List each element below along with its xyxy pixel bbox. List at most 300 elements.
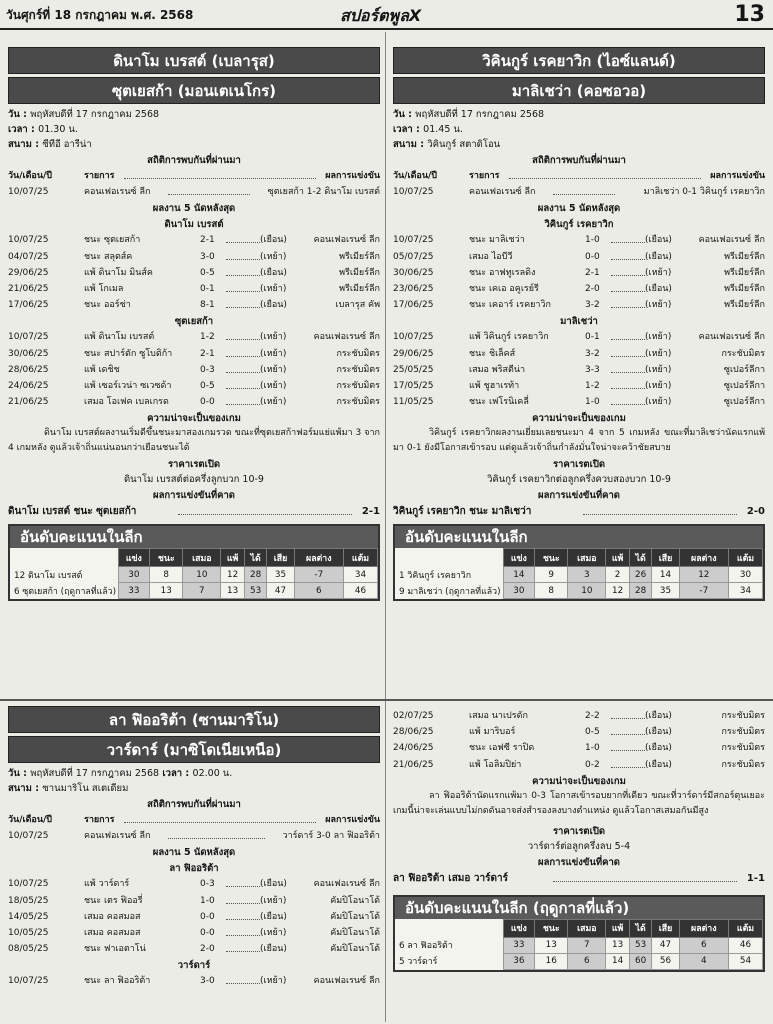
table-col-header: แข่ง (503, 549, 535, 567)
form-score: 0-0 (200, 397, 215, 408)
team1-form-list (8, 876, 380, 957)
table-col-header: แพ้ (606, 919, 629, 937)
form-row (393, 249, 765, 265)
odds-text: ดินาโม เบรสต์ต่อครึ่งลูกบวก 10-9 (124, 474, 264, 486)
form-date: 28/06/25 (8, 364, 49, 375)
table-col-header: เสมอ (568, 549, 606, 567)
team2-form-title: ซุตเยสก้า (174, 316, 214, 328)
form-opponent: เสมอ พริสตีน่า (469, 364, 526, 375)
table-cell: 10 (568, 583, 606, 599)
form-venue: (เยือน) (260, 300, 287, 311)
team2-form-list (8, 973, 380, 989)
table-col-header: เสมอ (183, 549, 221, 567)
form-date: 24/06/25 (8, 380, 49, 391)
form-score: 1-0 (585, 235, 600, 246)
form-opponent: เสมอ โอเฟค เบลเกรด (84, 397, 169, 408)
form-score: 3-0 (200, 251, 215, 262)
form-score: 3-2 (585, 348, 600, 359)
predicted-score: 1-1 (746, 872, 765, 884)
table-cell: 28 (244, 567, 267, 583)
match-venue: สนาม : ซีทีอี อารีน่า (8, 139, 92, 150)
table-col-header: ได้ (629, 549, 652, 567)
team1-form-title: ดินาโม เบรสต์ (164, 219, 224, 231)
table-cell: 2 (606, 567, 629, 583)
form-row (8, 362, 380, 378)
team2-form-list (8, 329, 380, 410)
form-date: 21/06/25 (393, 759, 434, 770)
last5-title: ผลงาน 5 นัดหลังสุด (152, 203, 236, 215)
form-row (8, 394, 380, 410)
h2h-header: วัน/เดือน/ปี รายการ ผลการแข่งขัน (8, 815, 380, 825)
form-competition: กระชับมิตร (721, 727, 765, 738)
form-venue: (เหย้า) (645, 332, 672, 343)
form-row (393, 708, 765, 724)
table-cell: 33 (118, 583, 150, 599)
form-date: 23/06/25 (393, 283, 434, 294)
table-cell: 16 (535, 953, 568, 969)
form-opponent: ชนะ เตร ฟิออรี่ (84, 895, 143, 906)
home-team-banner: ลา ฟิออริต้า (ซานมาริโน) (8, 706, 380, 733)
form-score: 0-5 (585, 727, 600, 738)
table-cell: 12 (606, 583, 629, 599)
masthead-logo: สปอร์ตพูลX (340, 6, 422, 25)
table-team: 12 ดินาโม เบรสต์ (14, 570, 83, 581)
table-col-header: แพ้ (221, 549, 244, 567)
odds-title: ราคาเรตเปิด (167, 459, 221, 471)
league-table: อันดับคะแนนในลีก (ฤดูกาลที่แล้ว) แข่ง ชนะ เสมอ แพ้ ได้ เสีย ผลต่าง แต้ม 6 ลา ฟิออริต้า 33 13 7 13 53 47 6 46 5 วาร์ดาร์ 36 16 6 14 60 56 4 54 (393, 895, 765, 972)
match-time: เวลา : 01.45 น. (393, 124, 463, 135)
form-row (393, 378, 765, 394)
form-score: 0-0 (200, 927, 215, 938)
form-venue: (เหย้า) (260, 283, 287, 294)
prediction-title: ผลการแข่งขันที่คาด (538, 856, 620, 868)
form-opponent: แพ้ ชูฮาเรท้า (469, 380, 520, 391)
form-opponent: ชนะ สปาร์ตัก ซูโบติก้า (84, 348, 173, 359)
form-score: 0-1 (200, 283, 215, 294)
table-cell: 30 (729, 567, 763, 583)
form-opponent: แพ้ วิคินกูร์ เรคยาวิก (469, 332, 549, 343)
form-opponent: ชนะ เฟโรนิเคลี่ (469, 397, 529, 408)
form-opponent: ชนะ เคเอ อคูเรย์รี (469, 283, 539, 294)
form-score: 0-0 (585, 251, 600, 262)
table-col-header: ผลต่าง (294, 549, 343, 567)
form-score: 2-1 (585, 267, 600, 278)
match-day-time: วัน : พฤหัสบดีที่ 17 กรกฎาคม 2568 เวลา : 02.00 น. (8, 768, 233, 779)
table-cell: 60 (629, 953, 652, 969)
table-row (10, 583, 378, 599)
team1-form-list (393, 232, 765, 313)
form-row (8, 297, 380, 313)
table-row (395, 953, 763, 969)
table-cell: 36 (503, 953, 535, 969)
chance-title: ความน่าจะเป็นของเกม (532, 775, 626, 787)
table-cell: 33 (503, 937, 535, 953)
table-cell: 46 (729, 937, 763, 953)
form-row (8, 941, 380, 957)
form-score: 1-0 (200, 895, 215, 906)
form-row (393, 329, 765, 345)
form-competition: พรีเมียร์ลีก (339, 251, 380, 262)
form-date: 10/07/25 (393, 235, 434, 246)
form-venue: (เหย้า) (260, 348, 287, 359)
form-venue: (เยือน) (645, 251, 672, 262)
table-cell: 30 (503, 583, 535, 599)
form-date: 25/05/25 (393, 364, 434, 375)
table-cell: 47 (267, 583, 294, 599)
form-competition: กระชับมิตร (721, 348, 765, 359)
table-team: 5 วาร์ดาร์ (399, 957, 438, 968)
form-competition: พรีเมียร์ลีก (724, 300, 765, 311)
form-score: 3-0 (200, 976, 215, 987)
form-score: 0-3 (200, 879, 215, 890)
form-venue: (เหย้า) (260, 364, 287, 375)
form-row (8, 281, 380, 297)
form-row (393, 362, 765, 378)
form-competition: ซูเปอร์ลีกา (723, 364, 765, 375)
form-venue: (เหย้า) (645, 397, 672, 408)
form-date: 08/05/25 (8, 944, 49, 955)
form-row (393, 297, 765, 313)
page-header (0, 0, 773, 30)
last5-title: ผลงาน 5 นัดหลังสุด (152, 847, 236, 859)
form-score: 3-3 (585, 364, 600, 375)
form-row (8, 265, 380, 281)
form-date: 21/06/25 (8, 397, 49, 408)
form-competition: ซูเปอร์ลีกา (723, 380, 765, 391)
table-col-header: แพ้ (606, 549, 629, 567)
form-opponent: ชนะ เคอาร์ เรคยาวิก (469, 300, 551, 311)
match-preview-3 (8, 703, 380, 990)
form-row (393, 281, 765, 297)
form-score: 2-0 (200, 944, 215, 955)
form-date: 14/05/25 (8, 911, 49, 922)
form-venue: (เหย้า) (260, 397, 287, 408)
table-col-header: ได้ (629, 919, 652, 937)
form-venue: (เหย้า) (645, 364, 672, 375)
table-cell: 13 (535, 937, 568, 953)
form-score: 1-0 (585, 743, 600, 754)
away-team-banner: ซุตเยสก้า (มอนเตเนโกร) (8, 77, 380, 104)
match-time: เวลา : 01.30 น. (8, 124, 78, 135)
form-row (8, 329, 380, 345)
h2h-header: วัน/เดือน/ปี รายการ ผลการแข่งขัน (8, 171, 380, 181)
table-cell: 6 (294, 583, 343, 599)
table-col-header: แต้ม (344, 549, 378, 567)
form-date: 29/06/25 (393, 348, 434, 359)
odds-title: ราคาเรตเปิด (552, 459, 606, 471)
form-opponent: ชนะ มาลิเชว่า (469, 235, 525, 246)
table-cell: 9 (535, 567, 568, 583)
form-opponent: แพ้ วาร์ดาร์ (84, 879, 130, 890)
table-cell: 8 (535, 583, 568, 599)
match-day: วัน : พฤหัสบดีที่ 17 กรกฎาคม 2568 (393, 109, 545, 120)
team2-form-title: วาร์ดาร์ (177, 960, 211, 972)
table-row (395, 937, 763, 953)
form-date: 24/06/25 (393, 743, 434, 754)
form-row (393, 394, 765, 410)
table-cell: 7 (568, 937, 606, 953)
page-number: 13 (734, 2, 765, 27)
table-col-header: ชนะ (150, 549, 183, 567)
form-row (8, 893, 380, 909)
odds-text: วาร์ดาร์ต่อลูกครึ่งลบ 5-4 (527, 840, 631, 852)
table-row (395, 567, 763, 583)
form-date: 21/06/25 (8, 283, 49, 294)
last5-title: ผลงาน 5 นัดหลังสุด (537, 203, 621, 215)
form-venue: (เหย้า) (645, 300, 672, 311)
table-cell: 13 (606, 937, 629, 953)
form-date: 10/07/25 (8, 235, 49, 246)
form-opponent: แพ้ ดินาโม มินส์ค (84, 267, 153, 278)
form-competition: คอนเฟอเรนซ์ ลีก (313, 879, 380, 890)
table-cell: 35 (652, 583, 679, 599)
table-cell: 7 (183, 583, 221, 599)
odds-text: วิคินกูร์ เรคยาวิกต่อลูกครึ่งควบสองบวก 10-9 (487, 474, 671, 486)
form-score: 2-2 (585, 711, 600, 721)
form-opponent: แพ้ เซอร์เวน่า ซเวซด้า (84, 380, 172, 391)
table-col-header: แต้ม (729, 919, 763, 937)
form-date: 30/06/25 (8, 348, 49, 359)
form-opponent: ชนะ ชิเล็คส์ (469, 348, 516, 359)
team1-form-title: ลา ฟิออริต้า (169, 863, 219, 875)
form-date: 10/07/25 (8, 976, 49, 987)
form-date: 05/07/25 (393, 251, 434, 262)
table-col-header: ชนะ (535, 919, 568, 937)
form-competition: พรีเมียร์ลีก (339, 267, 380, 278)
analysis-text: วิคินกูร์ เรคยาวิกผลงานเยี่ยมเลยชนะมา 4 จาก 5 เกมหลัง ขณะที่มาลิเชว่านัดแรกแพ้มา 0-1 ยังมีโอกาสเข้ารอบ แต่ดูแล้วเจ้าถิ่นกำลังมั่นใจน่าจะคว้าชัยสบาย (393, 428, 765, 454)
chance-title: ความน่าจะเป็นของเกม (147, 413, 241, 425)
table-row (395, 583, 763, 599)
table-cell: 46 (344, 583, 378, 599)
table-cell: 6 (679, 937, 728, 953)
table-cell: -7 (679, 583, 728, 599)
form-row (8, 232, 380, 248)
form-competition: คอนเฟอเรนซ์ ลีก (698, 235, 765, 246)
form-date: 17/06/25 (8, 300, 49, 311)
form-opponent: ชนะ ออร์ช่า (84, 300, 131, 311)
team2-form-list-cont (393, 708, 765, 773)
away-team-banner: วาร์ดาร์ (มาซิโดเนียเหนือ) (8, 736, 380, 763)
analysis-text: ลา ฟิออริต้านัดแรกแพ้มา 0-3 โอกาสเข้ารอบยากที่เดียว ขณะที่วาร์ดาร์มีสกอร์ตุนเยอะ เกมนี้น่าจะเล่นแบบไม่กดดันอาจส่งสำรองลงบางตำแหน่ง ดูแล้วโอกาสเสมอกันมีสูง (393, 790, 765, 816)
table-cell: 14 (652, 567, 679, 583)
form-date: 18/05/25 (8, 895, 49, 906)
form-row (8, 346, 380, 362)
form-opponent: แพ้ ดินาโม เบรสต์ (84, 332, 155, 343)
form-competition: ซูเปอร์ลีกา (723, 397, 765, 408)
form-row (8, 973, 380, 989)
form-opponent: แพ้ เดชิช (84, 364, 120, 375)
table-cell: -7 (294, 567, 343, 583)
form-date: 04/07/25 (8, 251, 49, 262)
table-col-header: เสีย (652, 549, 679, 567)
team1-form-title: วิคินกูร์ เรคยาวิก (544, 219, 614, 231)
form-venue: (เยือน) (260, 911, 287, 922)
h2h-row: 10/07/25 คอนเฟอเรนซ์ ลีก ซุตเยสก้า 1-2 ดินาโม เบรสต์ (8, 187, 380, 198)
table-cell: 34 (729, 583, 763, 599)
form-opponent: เสมอ ไอบีวี (469, 251, 513, 262)
form-venue: (เหย้า) (260, 976, 287, 987)
form-competition: กระชับมิตร (336, 380, 380, 391)
table-col-header: แข่ง (118, 549, 150, 567)
form-row (8, 925, 380, 941)
form-venue: (เยือน) (645, 711, 672, 721)
table-cell: 53 (629, 937, 652, 953)
form-competition: คอนเฟอเรนซ์ ลีก (313, 235, 380, 246)
form-date: 17/05/25 (393, 380, 434, 391)
form-competition: กระชับมิตร (336, 348, 380, 359)
table-col-header: ผลต่าง (679, 549, 728, 567)
form-score: 3-2 (585, 300, 600, 311)
form-row (8, 378, 380, 394)
issue-date: วันศุกร์ที่ 18 กรกฎาคม พ.ศ. 2568 (6, 8, 194, 22)
form-score: 0-5 (200, 380, 215, 391)
table-team: 1 วิคินกูร์ เรคยาวิก (399, 570, 472, 581)
form-opponent: ชนะ ฟาเอตาโน่ (84, 944, 146, 955)
table-cell: 6 (568, 953, 606, 969)
form-row (393, 346, 765, 362)
table-cell: 30 (118, 567, 150, 583)
form-competition: คัมปิโอนาโต้ (330, 944, 380, 955)
prediction-line: วิคินกูร์ เรคยาวิก ชนะ มาลิเชว่า 2-0 (393, 503, 765, 520)
table-col-header: ชนะ (535, 549, 568, 567)
form-venue: (เหย้า) (260, 332, 287, 343)
table-col-header: แข่ง (503, 919, 535, 937)
table-team: 9 มาลิเชว่า (ฤดูกาลที่แล้ว) (399, 586, 501, 597)
form-competition: คอนเฟอเรนซ์ ลีก (313, 976, 380, 987)
table-cell: 14 (503, 567, 535, 583)
home-team-banner: วิคินกูร์ เรคยาวิก (ไอซ์แลนด์) (393, 47, 765, 74)
form-competition: คัมปิโอนาโต้ (330, 927, 380, 938)
form-date: 10/07/25 (8, 332, 49, 343)
chance-title: ความน่าจะเป็นของเกม (532, 413, 626, 425)
form-competition: คอนเฟอเรนซ์ ลีก (313, 332, 380, 343)
form-date: 10/07/25 (8, 879, 49, 890)
form-opponent: ชนะ เอฟซี ราปิด (469, 743, 535, 754)
form-row (393, 265, 765, 281)
form-score: 1-2 (200, 332, 215, 343)
form-venue: (เหย้า) (260, 927, 287, 938)
table-col-header: เสีย (267, 549, 294, 567)
h2h-row: 10/07/25 คอนเฟอเรนซ์ ลีก วาร์ดาร์ 3-0 ลา ฟิออริต้า (8, 831, 380, 842)
form-score: 1-0 (585, 397, 600, 408)
h2h-header: วัน/เดือน/ปี รายการ ผลการแข่งขัน (393, 171, 765, 181)
form-row (8, 876, 380, 892)
form-competition: พรีเมียร์ลีก (724, 251, 765, 262)
form-competition: พรีเมียร์ลีก (339, 283, 380, 294)
team1-form-list (8, 232, 380, 313)
match-preview-2 (393, 44, 765, 601)
table-cell: 13 (150, 583, 183, 599)
form-venue: (เยือน) (645, 743, 672, 754)
table-row (10, 567, 378, 583)
form-competition: คัมปิโอนาโต้ (330, 911, 380, 922)
form-opponent: ชนะ ซุตเยสก้า (84, 235, 141, 246)
table-col-header: แต้ม (729, 549, 763, 567)
table-col-header: ได้ (244, 549, 267, 567)
table-cell: 12 (221, 567, 244, 583)
form-row (393, 757, 765, 773)
form-score: 2-1 (200, 235, 215, 246)
table-cell: 10 (183, 567, 221, 583)
form-competition: กระชับมิตร (336, 364, 380, 375)
form-opponent: แพ้ โกเมล (84, 283, 124, 294)
match-preview-1 (8, 44, 380, 601)
table-col-header: ผลต่าง (679, 919, 728, 937)
h2h-title: สถิติการพบกันที่ผ่านมา (147, 799, 241, 810)
form-row (8, 249, 380, 265)
table-team: 6 ซุตเยสก้า (ฤดูกาลที่แล้ว) (14, 586, 117, 597)
league-table: อันดับคะแนนในลีก แข่ง ชนะ เสมอ แพ้ ได้ เสีย ผลต่าง แต้ม 12 ดินาโม เบรสต์ 30 8 10 12 28 35 -7 34 6 ซุตเยสก้า (ฤดูกาลที่แล้ว) 33 13 7 13 53 47 6 46 (8, 524, 380, 601)
form-competition: พรีเมียร์ลีก (724, 267, 765, 278)
form-score: 0-3 (200, 364, 215, 375)
away-team-banner: มาลิเชว่า (คอซอวอ) (393, 77, 765, 104)
form-competition: กระชับมิตร (721, 759, 765, 770)
form-date: 17/06/25 (393, 300, 434, 311)
table-cell: 26 (629, 567, 652, 583)
table-cell: 56 (652, 953, 679, 969)
form-date: 30/06/25 (393, 267, 434, 278)
form-venue: (เยือน) (260, 235, 287, 246)
form-venue: (เยือน) (645, 283, 672, 294)
form-opponent: เสมอ นาเปรดัก (469, 711, 528, 721)
table-cell: 3 (568, 567, 606, 583)
h2h-title: สถิติการพบกันที่ผ่านมา (147, 155, 241, 166)
form-score: 1-2 (585, 380, 600, 391)
form-venue: (เยือน) (260, 879, 287, 890)
form-opponent: เสมอ คอสมอส (84, 927, 141, 938)
table-cell: 53 (244, 583, 267, 599)
form-venue: (เยือน) (645, 727, 672, 738)
table-col-header: เสีย (652, 919, 679, 937)
form-score: 0-1 (585, 332, 600, 343)
form-opponent: แพ้ โอลิมปิย่า (469, 759, 522, 770)
form-date: 10/05/25 (8, 927, 49, 938)
form-score: 0-0 (200, 911, 215, 922)
form-venue: (เยือน) (645, 235, 672, 246)
form-row (393, 740, 765, 756)
form-competition: กระชับมิตร (721, 743, 765, 754)
prediction-line: ดินาโม เบรสต์ ชนะ ซุตเยสก้า 2-1 (8, 503, 380, 520)
form-opponent: ชนะ สลุตส์ค (84, 251, 133, 262)
form-venue: (เหย้า) (260, 895, 287, 906)
table-team: 6 ลา ฟิออริต้า (399, 941, 453, 952)
match-venue: สนาม : ซานมาริโน สเตเดียม (8, 783, 129, 794)
table-cell: 34 (344, 567, 378, 583)
form-opponent: ชนะ ลา ฟิออริต้า (84, 976, 151, 987)
form-date: 28/06/25 (393, 727, 434, 738)
prediction-line: ลา ฟิออริต้า เสมอ วาร์ดาร์ 1-1 (393, 870, 765, 887)
match-preview-3-continued (393, 708, 765, 972)
table-cell: 13 (221, 583, 244, 599)
table-cell: 8 (150, 567, 183, 583)
table-cell: 12 (679, 567, 728, 583)
form-score: 0-2 (585, 759, 600, 770)
prediction-title: ผลการแข่งขันที่คาด (153, 490, 235, 502)
form-venue: (เหย้า) (260, 251, 287, 262)
league-table: อันดับคะแนนในลีก แข่ง ชนะ เสมอ แพ้ ได้ เสีย ผลต่าง แต้ม 1 วิคินกูร์ เรคยาวิก 14 9 3 2 26 14 12 30 9 มาลิเชว่า (ฤดูกาลที่แล้ว) 30 8 10 12 28 35 -7 34 (393, 524, 765, 601)
form-row (393, 724, 765, 740)
form-competition: กระชับมิตร (721, 711, 765, 721)
match-day: วัน : พฤหัสบดีที่ 17 กรกฎาคม 2568 (8, 109, 160, 120)
table-cell: 54 (729, 953, 763, 969)
h2h-row: 10/07/25 คอนเฟอเรนซ์ ลีก มาลิเชว่า 0-1 วิคินกูร์ เรคยาวิก (393, 187, 765, 198)
table-cell: 4 (679, 953, 728, 969)
form-row (8, 909, 380, 925)
h2h-title: สถิติการพบกันที่ผ่านมา (532, 155, 626, 166)
form-date: 29/06/25 (8, 267, 49, 278)
table-cell: 47 (652, 937, 679, 953)
table-cell: 35 (267, 567, 294, 583)
